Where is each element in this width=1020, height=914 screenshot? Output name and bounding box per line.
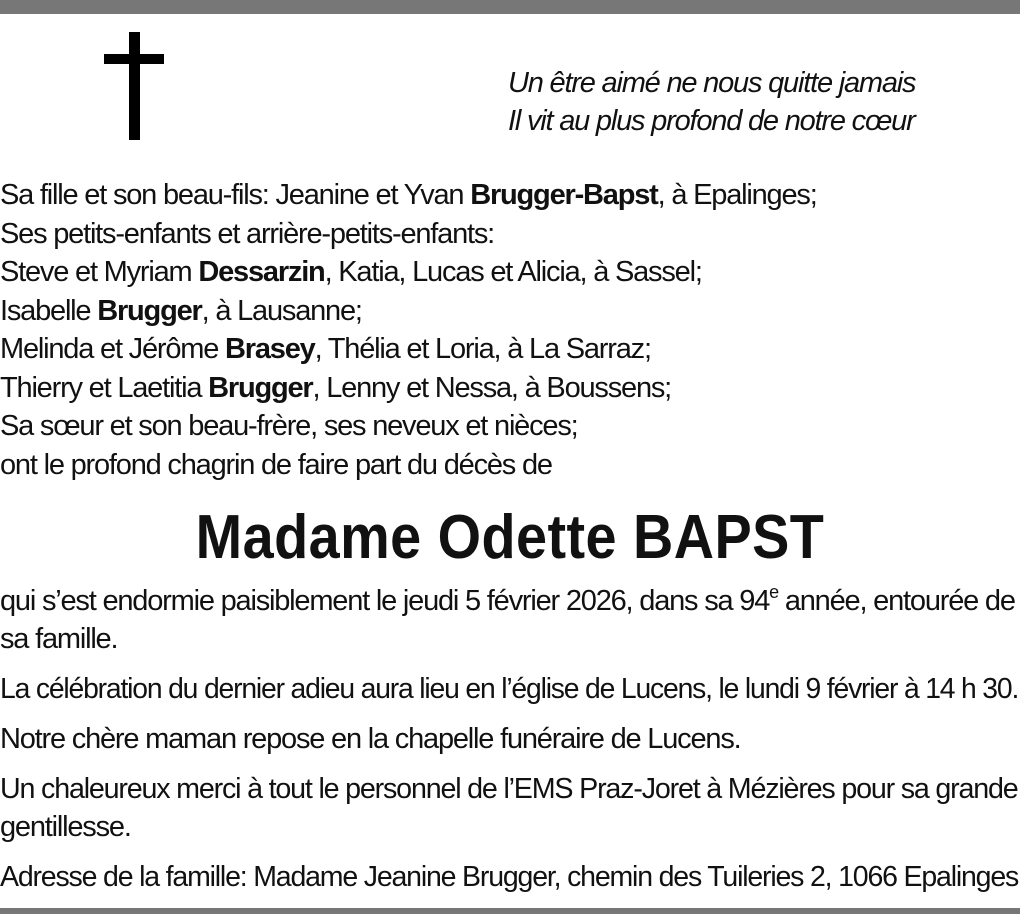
paragraph-text: qui s’est endormie paisiblement le jeudi 5 février 2026, dans sa 94	[0, 585, 770, 617]
family-surname: Brasey	[225, 333, 315, 365]
paragraph-text: année, entourée de	[777, 585, 1015, 617]
family-text: , à Lausanne;	[201, 294, 362, 327]
paragraph-line: Notre chère maman repose en la chapelle funéraire de Lucens.	[0, 723, 741, 755]
death-notice-paragraph	[0, 582, 1020, 658]
quote-line-1: Un être aimé ne nous quitte jamais	[508, 67, 916, 99]
family-text: , Katia, Lucas et Alicia, à Sassel;	[324, 256, 702, 288]
family-text: Thierry et Laetitia	[0, 371, 209, 404]
top-border-rule	[0, 0, 1020, 14]
paragraph-line: sa famille.	[0, 623, 118, 655]
family-text: Melinda et Jérôme	[0, 333, 226, 365]
family-surname: Dessarzin	[198, 256, 325, 288]
cross-icon	[104, 32, 164, 140]
family-text: , à Epalinges;	[657, 179, 817, 211]
family-line: Ses petits-enfants et arrière-petits-enfants:	[0, 217, 495, 250]
bottom-border-rule	[0, 908, 1020, 914]
family-text: , Lenny et Nessa, à Boussens;	[312, 371, 672, 404]
quote-line-2: Il vit au plus profond de notre cœur	[508, 105, 915, 137]
family-line: Sa sœur et son beau-frère, ses neveux et nièces;	[0, 410, 578, 442]
paragraph-line: Un chaleureux merci à tout le personnel de l’EMS Praz-Joret à Mézières pour sa grande	[0, 773, 1018, 805]
family-text: , Thélia et Loria, à La Sarraz;	[314, 333, 651, 365]
paragraph-line: Adresse de la famille: Madame Jeanine Brugger, chemin des Tuileries 2, 1066 Epalinges	[0, 861, 1019, 893]
family-surname: Brugger	[97, 294, 202, 327]
family-text: Sa fille et son beau-fils: Jeanine et Yvan	[0, 179, 471, 211]
family-line	[0, 176, 817, 215]
family-line	[0, 253, 702, 292]
family-address-paragraph	[0, 858, 1020, 896]
family-line	[0, 369, 671, 408]
deceased-name: Madame Odette BAPST	[195, 503, 825, 572]
ceremony-paragraph	[0, 670, 1020, 708]
family-surname: Brugger-Bapst	[470, 179, 658, 211]
family-text: Isabelle	[0, 294, 98, 327]
paragraph-line	[0, 582, 1015, 620]
chapel-paragraph	[0, 720, 1020, 758]
ordinal-suffix: e	[769, 582, 778, 602]
paragraph-line: La célébration du dernier adieu aura lieu en l’église de Lucens, le lundi 9 février à 14 h 30.	[0, 673, 1019, 705]
family-line	[0, 292, 362, 331]
thanks-paragraph	[0, 770, 1020, 846]
epigraph-quote	[508, 64, 915, 140]
family-line: ont le profond chagrin de faire part du décès de	[0, 448, 552, 481]
family-text: Steve et Myriam	[0, 256, 199, 288]
family-line	[0, 330, 651, 369]
family-announcement	[0, 176, 817, 484]
paragraph-line: gentillesse.	[0, 811, 131, 843]
announcement-details	[0, 582, 1020, 896]
family-surname: Brugger	[208, 371, 313, 404]
